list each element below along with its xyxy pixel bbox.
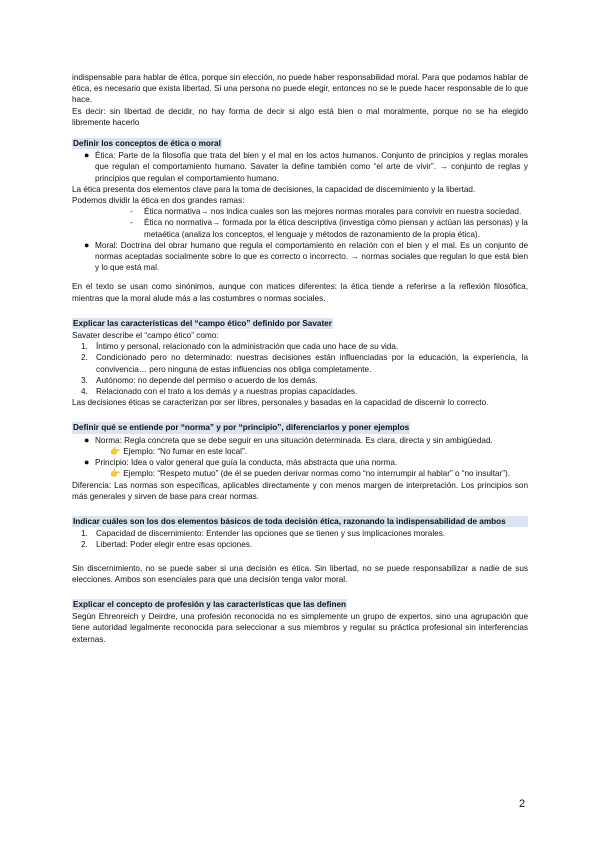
principio-definition: Principio: Idea o valor general que guía la conducta, más abstracta que una norma. (95, 458, 398, 468)
page-number: 2 (519, 798, 526, 810)
list-item-moral (72, 240, 528, 274)
list-item-text: Condicionado pero no determinado: nuestras decisiones están influenciadas por la educación, la experiencia, la convivencia… pero ninguna de estas influencias nos obliga completamente. (96, 353, 528, 374)
intro-paragraph-2: Es decir: sin libertad de decidir, no hay forma de decir si algo está bien o mal moralmente, porque no se ha elegido libremente hacerlo (72, 106, 528, 127)
norma-definition: Norma: Regla concreta que se debe seguir en una situación determinada. Es clara, directa y sin ambigüedad. (95, 435, 493, 445)
etica-no-normativa-text: Ética no normativa→ formada por la ética descriptiva (investiga cómo piensan y actúan las personas) y la metaética (analiza los conceptos, el lenguaje y métodos de razonamiento de la propia ética). (144, 218, 528, 239)
elementos-outro: Sin discernimiento, no se puede saber si una decisión es ética. Sin libertad, no se puede responsabilizar a nadie de sus elecciones. Ambos son esenciales para que una decisión tenga valor moral. (72, 563, 528, 584)
principio-example (95, 468, 528, 479)
list-item: 2. Condicionado pero no determinado: nuestras decisiones están influenciadas por la educación, la experiencia, la convivencia… pero ninguna de estas influencias nos obliga completamente. (81, 353, 528, 374)
etica-branches-list (72, 206, 528, 240)
etica-branches-paragraph: Podemos dividir la ética en dos grandes ramas: (72, 196, 245, 206)
moral-definition: Moral: Doctrina del obrar humano que regula el comportamiento en relación con el bien y el mal. Es un conjunto de normas aceptadas socialmente sobre lo que es correcto o incorrecto. → normas sociales que regulan lo que está bien y lo que está mal. (95, 240, 528, 273)
list-item: 1. Íntimo y personal, relacionado con la administración que cada uno hace de su vida. (81, 342, 399, 352)
section-heading-profesion: Explicar el concepto de profesión y las características que las definen (73, 599, 347, 609)
list-item-principio (72, 457, 528, 479)
moral-list (72, 240, 528, 274)
bullet-icon: ● (84, 457, 90, 468)
list-item: 1. Capacidad de discernimiento: Entender las opciones que se tienen y sus implicaciones morales. (81, 529, 446, 539)
norma-example-text: Ejemplo: “No fumar en este local”. (123, 446, 247, 456)
campo-etico-list (72, 341, 528, 397)
campo-etico-intro: Savater describe el “campo ético” como: (72, 331, 219, 341)
dash-icon: - (130, 218, 133, 228)
list-item: 2. Libertad: Poder elegir entre esas opciones. (81, 540, 253, 550)
bullet-icon: ● (84, 239, 90, 250)
list-item-text: Relacionado con el trato a los demás y a nuestras propias capacidades. (96, 387, 358, 397)
list-item: 4. Relacionado con el trato a los demás y a nuestras propias capacidades. (81, 387, 358, 397)
list-item-text: Libertad: Poder elegir entre esas opciones. (96, 540, 253, 550)
list-item-norma (72, 435, 528, 457)
list-item-etica-no-normativa (72, 217, 528, 239)
pointing-hand-icon: 👉 (110, 469, 121, 479)
list-item: 3. Autónomo: no depende del permiso o acuerdo de los demás. (81, 375, 318, 385)
etica-normativa-text: Ética normativa→ nos indica cuales son las mejores normas morales para convivir en nuestra sociedad. (144, 207, 522, 217)
elementos-list (72, 528, 528, 550)
pointing-hand-icon: 👉 (110, 446, 121, 456)
section-heading-etica-moral: Definir los conceptos de ética o moral (73, 139, 221, 149)
section-heading-elementos-basicos: Indicar cuáles son los dos elementos básicos de toda decisión ética, razonando la indispensabilidad de ambos (72, 516, 528, 527)
list-item-text: Capacidad de discernimiento: Entender las opciones que se tienen y sus implicaciones morales. (96, 529, 446, 539)
campo-etico-outro: Las decisiones éticas se caracterizan por ser libres, personales y basadas en la capacidad de discernir lo correcto. (72, 398, 489, 408)
list-item-etica-normativa (72, 206, 528, 217)
bullet-icon: ● (84, 434, 90, 445)
list-item-text: Autónomo: no depende del permiso o acuerdo de los demás. (96, 375, 318, 385)
document-page (72, 72, 528, 645)
etica-definition: Ética: Parte de la filosofía que trata del bien y el mal en los actos humanos. Conjunto de principios y reglas morales que regulan el comportamiento humano. Savater la define también como “el arte de vivir”. → conjunto de reglas y principios que regulan el comportamiento humano. (95, 151, 528, 183)
diferencia-paragraph: Diferencia: Las normas son específicas, aplicables directamente y con menos margen de interpretación. Los principios son más generales y sirven de base para crear normas. (72, 480, 528, 501)
intro-paragraph-1: indispensable para hablar de ética, porque sin elección, no puede haber responsabilidad moral. Para que podamos hablar de ética, es necesario que exista libertad. Si una persona no puede elegir, entonces no se le puede hacer responsable de lo que hace. (72, 73, 528, 105)
section-heading-norma-principio: Definir qué se entiende por “norma” y por “principio”, diferenciarlos y poner ejemplos (73, 423, 410, 433)
norma-example (95, 446, 528, 457)
etica-elements-paragraph: La ética presenta dos elementos clave para la toma de decisiones, la capacidad de discernimiento y la libertad. (72, 184, 476, 194)
section-heading-campo-etico: Explicar las características del “campo ético” definido por Savater (73, 318, 332, 328)
principio-example-text: Ejemplo: “Respeto mutuo” (de él se pueden derivar normas como “no interrumpir al hablar” o “no insultar”). (123, 469, 511, 479)
bullet-icon: ● (84, 150, 90, 161)
dash-icon: - (130, 207, 133, 217)
sinonimos-paragraph: En el texto se usan como sinónimos, aunque con matices diferentes: la ética tiende a referirse a la reflexión filosófica, mientras que la moral alude más a las costumbres o normas sociales. (72, 282, 528, 303)
etica-list (72, 150, 528, 184)
list-item-etica (72, 150, 528, 184)
norma-principio-list (72, 435, 528, 480)
list-item-text: Íntimo y personal, relacionado con la administración que cada uno hace de su vida. (96, 342, 399, 352)
profesion-paragraph: Según Ehrenreich y Deirdre, una profesión reconocida no es simplemente un grupo de expertos, sino una agrupación que tiene autoridad legalmente reconocida para seleccionar a sus miembros y regular su práctica profesional sin interferencias externas. (72, 612, 528, 644)
